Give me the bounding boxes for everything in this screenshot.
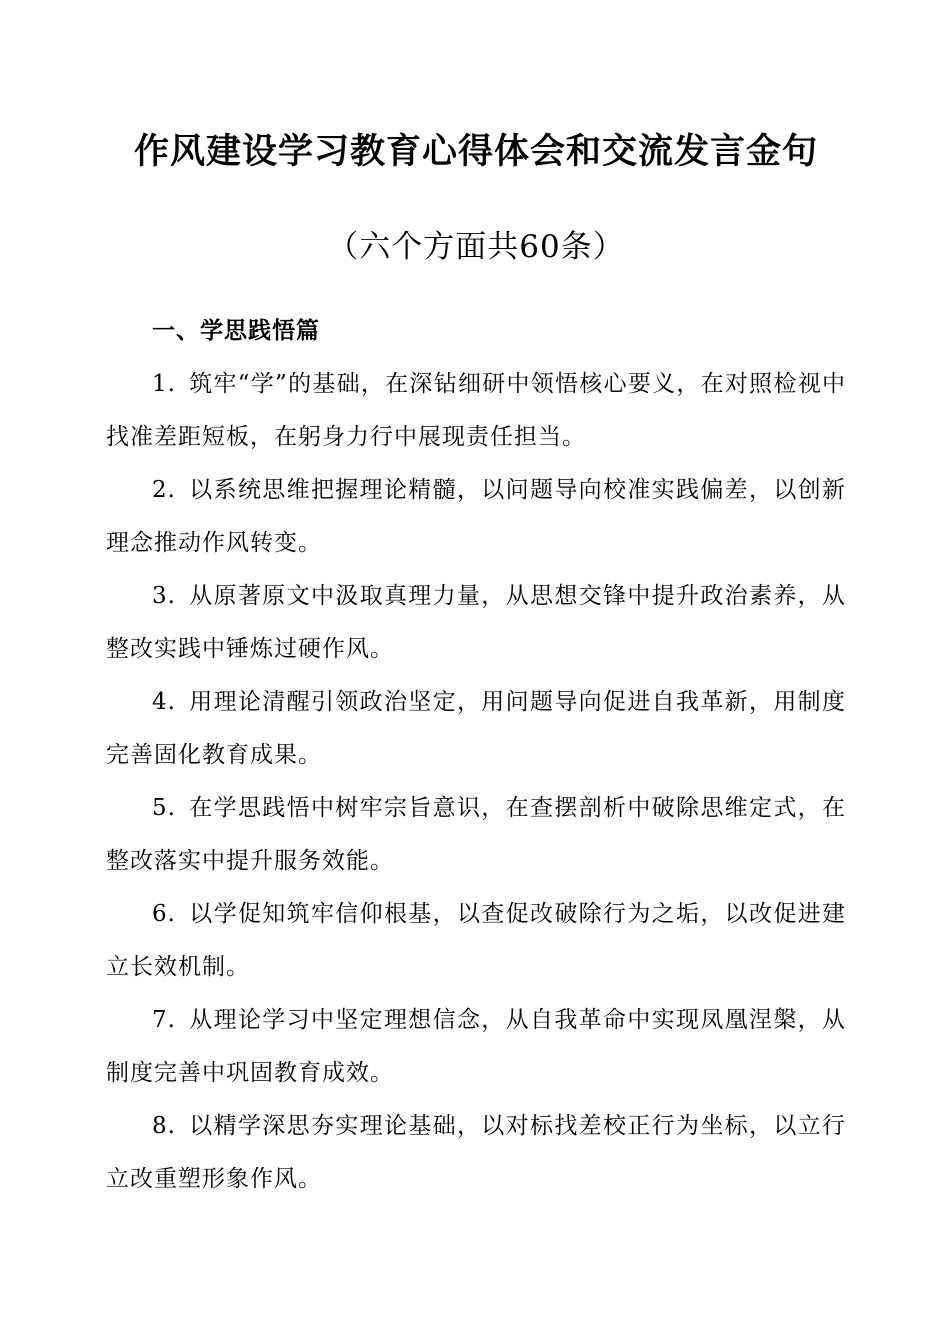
item-text: 从理论学习中坚定理想信念，从自我革命中实现凤凰涅槃，从制度完善中巩固教育成效。 (106, 1007, 846, 1086)
item-number: 3. (152, 583, 176, 609)
item-text: 以学促知筑牢信仰根基，以查促改破除行为之垢，以改促进建立长效机制。 (106, 901, 846, 980)
item-number: 4. (152, 689, 176, 715)
list-item (106, 570, 846, 676)
item-number: 8. (152, 1113, 176, 1139)
section-heading: 一、学思践悟篇 (152, 318, 320, 344)
list-item (106, 888, 846, 994)
item-number: 2. (152, 477, 176, 503)
item-number: 6. (152, 901, 176, 927)
list-item (106, 782, 846, 888)
item-text: 在学思践悟中树牢宗旨意识，在查摆剖析中破除思维定式，在整改落实中提升服务效能。 (106, 795, 846, 874)
list-item (106, 358, 846, 464)
item-text: 从原著原文中汲取真理力量，从思想交锋中提升政治素养，从整改实践中锤炼过硬作风。 (106, 583, 846, 662)
list-item (106, 1100, 846, 1206)
item-text: 用理论清醒引领政治坚定，用问题导向促进自我革新，用制度完善固化教育成果。 (106, 689, 846, 768)
item-number: 5. (152, 795, 176, 821)
item-number: 1. (152, 371, 176, 397)
document-title: 作风建设学习教育心得体会和交流发言金句 (133, 131, 818, 172)
list-item (106, 464, 846, 570)
list-item (106, 676, 846, 782)
item-text: 以系统思维把握理论精髓，以问题导向校准实践偏差，以创新理念推动作风转变。 (106, 477, 846, 556)
document-subtitle: （六个方面共60条） (327, 229, 625, 265)
items-list (106, 358, 846, 1206)
item-text: 以精学深思夯实理论基础，以对标找差校正行为坐标，以立行立改重塑形象作风。 (106, 1113, 846, 1192)
list-item (106, 994, 846, 1100)
item-text: 筑牢“学”的基础，在深钻细研中领悟核心要义，在对照检视中找准差距短板，在躬身力行中展现责任担当。 (106, 371, 846, 450)
item-number: 7. (152, 1007, 176, 1033)
